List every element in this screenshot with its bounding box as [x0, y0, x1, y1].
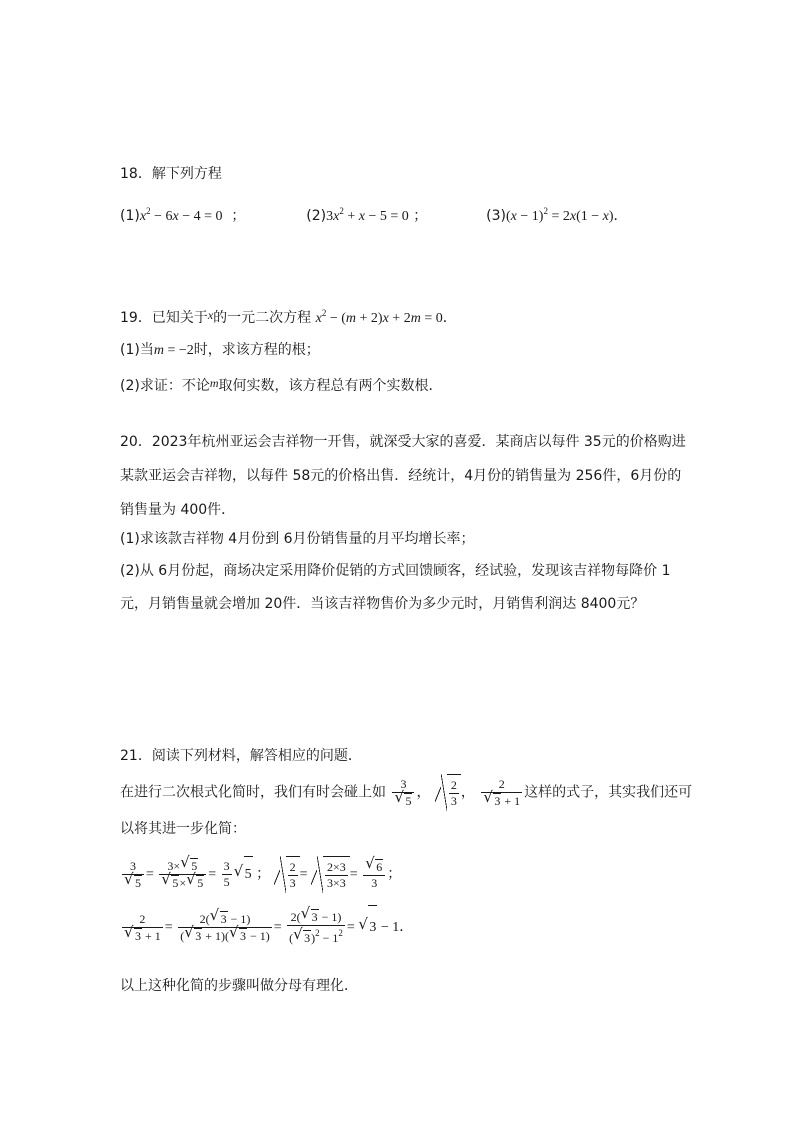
- q21-line-2a: 在进行二次根式化简时，我们有时会碰上如: [120, 784, 386, 801]
- q20-line-1: 20．2023年杭州亚运会吉祥物一开售，就深受大家的喜爱．某商店以每件 35元的价格购进: [120, 434, 686, 450]
- frac-2-over-sqrt3-plus-1: 2 √ 3 + 1: [481, 777, 522, 809]
- q18-part3-label: (3): [486, 208, 506, 224]
- q18-part1-label: (1): [120, 208, 140, 224]
- q21-line-3: 以将其进一步化简：: [120, 821, 246, 837]
- q20-line-6: 元，月销售量就会增加 20件．当该吉祥物售价为多少元时，月销售利润达 8400元？: [120, 596, 645, 612]
- q21-line-2: 在进行二次根式化简时，我们有时会碰上如 3 √ 5 ， $\frac{2}{3}$ ， 2 √ 3 + 1 这样的式子，其实我们还可: [120, 774, 692, 811]
- q19-part1-b: 时，求该方程的根；: [193, 342, 320, 358]
- q19-title-var: x: [207, 308, 214, 322]
- q18-eq2: $3x^2 + x - 5 = 0$: [326, 206, 409, 224]
- q19-title: [120, 303, 457, 329]
- q19-part2-var: m: [209, 376, 219, 390]
- q20-line-4: (1)求该款吉祥物 4月份到 6月份销售量的月平均增长率；: [120, 531, 475, 547]
- q20-line-2: 某款亚运会吉祥物，以每件 58元的价格出售．经统计，4月份的销售量为 256件，6月份的: [120, 468, 682, 484]
- q21-line-6: 以上这种化简的步骤叫做分母有理化．: [120, 978, 358, 994]
- q18-part1-sep: ；: [231, 208, 246, 224]
- sqrt-2-over-3: $\frac{2}{3}$: [435, 774, 461, 811]
- q18-equations: [120, 201, 628, 227]
- q18-part3-end: ．: [613, 208, 628, 224]
- q20-line-3: 销售量为 400件．: [120, 502, 236, 518]
- q19-part2: [120, 373, 443, 396]
- q19-equation: $x^2 - (m + 2)x + 2m = 0$: [315, 308, 443, 326]
- q21-line-1: 21．阅读下列材料，解答相应的问题．: [120, 748, 362, 764]
- q18-part2-sep: ；: [413, 208, 428, 224]
- q18-part2-label: (2): [306, 208, 327, 224]
- q18-eq3: $(x - 1)^2 = 2x(1 - x)$: [505, 206, 614, 224]
- q18-eq1: $x^2 - 6x - 4 = 0$: [139, 206, 223, 224]
- q21-example-2: 2 √ 3 + 1 = $\frac{2(√ 3 - 1)}{(√ 3 + 1)(√ 3 - 1)}$ = $\frac{2(√ 3 - 1)}{(√ 3)^2 - 1^2}$ = √ 3 − 1．: [120, 905, 413, 950]
- q19-part1-a: (1)当: [120, 342, 154, 358]
- q21-example-1: 3 √ 5 = 3×√ 5 √ 5×√ 5 = $\frac{3}{5}$ √ 5 ； $\frac{2}{3}$ = $\frac{2\times 3}{3\times 3}$ = √ $\frac{6}{3}$ ；: [120, 856, 401, 893]
- q19-part1-condition: m = −2: [153, 343, 194, 358]
- q18-title: 18．解下列方程: [120, 166, 222, 182]
- frac-3-over-sqrt5: 3 √ 5: [392, 777, 414, 809]
- q20-line-5: (2)从 6月份起，商场决定采用降价促销的方式回馈顾客，经试验，发现该吉祥物每降价 1: [120, 563, 671, 579]
- q19-part2-a: (2)求证：不论: [120, 378, 210, 394]
- q19-title-end: ．: [442, 310, 457, 326]
- q19-part1: [120, 340, 320, 361]
- q19-part2-b: 取何实数，该方程总有两个实数根．: [218, 378, 443, 394]
- q19-title-b: 的一元二次方程: [213, 310, 312, 326]
- q19-title-a: 19．已知关于: [120, 310, 208, 326]
- q21-line-2b: 这样的式子，其实我们还可: [524, 784, 693, 801]
